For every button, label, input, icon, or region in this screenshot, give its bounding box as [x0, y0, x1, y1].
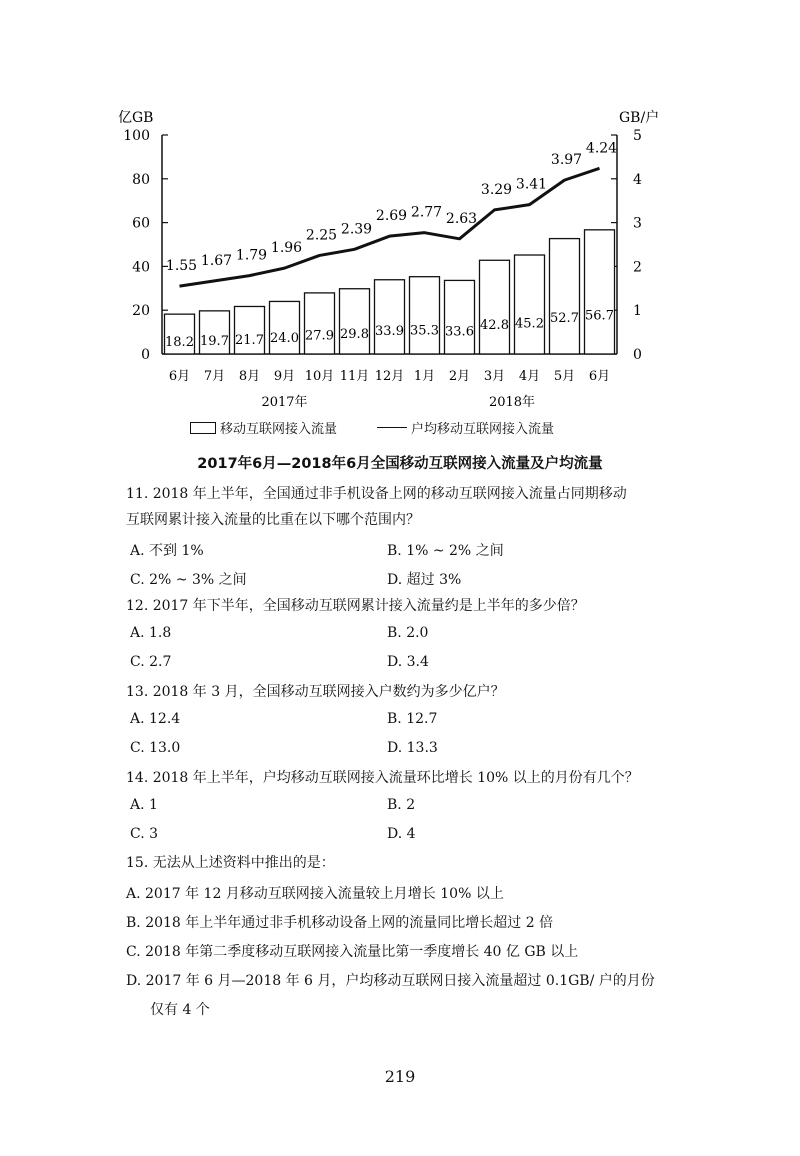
q12-option-b: B. 2.0: [387, 625, 429, 641]
bar: [550, 239, 580, 354]
q15-option-d-line1: D. 2017 年 6 月—2018 年 6 月，户均移动互联网日接入流量超过 0.1GB/ 户的月份: [126, 973, 655, 989]
bar-value-label: 19.7: [200, 334, 229, 350]
category-label: 10月: [304, 369, 335, 384]
right-tick-label: 2: [633, 259, 642, 276]
category-label: 3月: [483, 369, 506, 384]
bar-value-label: 33.6: [445, 324, 474, 340]
line-value-label: 1.96: [270, 240, 303, 257]
legend-line: [377, 418, 554, 437]
q15-stem: 15. 无法从上述资料中推出的是：: [126, 855, 335, 871]
left-tick-label: 60: [132, 215, 150, 232]
q11-option-b: B. 1% ~ 2% 之间: [387, 543, 504, 559]
year-label-2018: 2018年: [488, 395, 536, 410]
q15-option-c: C. 2018 年第二季度移动互联网接入流量比第一季度增长 40 亿 GB 以上: [126, 944, 579, 960]
q15-option-a: A. 2017 年 12 月移动互联网接入流量较上月增长 10% 以上: [126, 886, 504, 902]
bar: [305, 293, 335, 354]
page-number: 219: [384, 1067, 416, 1086]
line-value-label: 1.55: [165, 258, 198, 275]
left-tick-label: 40: [132, 259, 150, 276]
flow-chart: [0, 0, 800, 415]
line-value-label: 1.79: [235, 247, 268, 264]
q12-stem: 12. 2017 年下半年，全国移动互联网累计接入流量约是上半年的多少倍？: [126, 598, 585, 614]
line-value-label: 2.77: [410, 204, 443, 221]
bar: [585, 230, 615, 354]
category-label: 8月: [238, 369, 261, 384]
chart-legend: [190, 418, 554, 437]
category-label: 11月: [339, 369, 370, 384]
category-label: 9月: [273, 369, 296, 384]
q14-option-a: A. 1: [130, 797, 158, 813]
category-label: 6月: [168, 369, 191, 384]
category-label: 2月: [448, 369, 471, 384]
q11-option-a: A. 不到 1%: [130, 543, 204, 559]
q14-stem: 14. 2018 年上半年，户均移动互联网接入流量环比增长 10% 以上的月份有几个？: [126, 770, 639, 786]
left-tick-label: 20: [132, 303, 150, 320]
q12-option-d: D. 3.4: [387, 654, 429, 670]
left-tick-label: 0: [141, 347, 150, 363]
legend-line-swatch: [377, 427, 407, 428]
category-label: 7月: [203, 369, 226, 384]
q15-option-d-line2: 仅有 4 个: [150, 1002, 210, 1018]
line-value-label: 2.63: [445, 210, 478, 227]
q12-option-c: C. 2.7: [130, 654, 172, 670]
legend-bar-swatch: [190, 422, 216, 434]
left-tick-label: 100: [123, 128, 150, 144]
right-tick-label: 0: [633, 347, 642, 363]
bar: [480, 260, 510, 354]
q11-option-d: D. 超过 3%: [387, 572, 462, 588]
bar: [375, 280, 405, 354]
bar-value-label: 27.9: [305, 328, 334, 344]
right-tick-label: 5: [633, 128, 642, 144]
bar-value-label: 56.7: [585, 308, 614, 324]
legend-bar-label: 移动互联网接入流量: [220, 422, 338, 437]
q14-option-d: D. 4: [387, 826, 416, 842]
category-label: 1月: [413, 369, 436, 384]
bar-value-label: 45.2: [515, 316, 544, 332]
bar: [445, 280, 475, 354]
chart-title: 2017年6月—2018年6月全国移动互联网接入流量及户均流量: [197, 456, 603, 472]
bar: [515, 255, 545, 354]
q11-option-c: C. 2% ~ 3% 之间: [130, 572, 247, 588]
bar: [410, 277, 440, 354]
bar-value-label: 52.7: [550, 311, 579, 327]
q11-stem-line1: 11. 2018 年上半年，全国通过非手机设备上网的移动互联网接入流量占同期移动: [126, 486, 627, 502]
category-label: 12月: [374, 369, 405, 384]
bar-value-label: 21.7: [235, 332, 264, 348]
legend-bar: [190, 418, 337, 437]
q14-option-b: B. 2: [387, 797, 416, 813]
right-tick-label: 3: [633, 215, 642, 232]
right-tick-label: 1: [633, 303, 642, 320]
q13-option-c: C. 13.0: [130, 740, 181, 756]
bar-value-label: 18.2: [165, 335, 194, 350]
line-value-label: 2.39: [340, 221, 373, 238]
line-value-label: 1.67: [200, 252, 233, 269]
q13-option-d: D. 13.3: [387, 740, 438, 756]
q15-option-b: B. 2018 年上半年通过非手机移动设备上网的流量同比增长超过 2 倍: [126, 915, 554, 931]
q13-option-a: A. 12.4: [130, 711, 181, 727]
bar-value-label: 33.9: [375, 324, 404, 340]
category-label: 5月: [553, 369, 576, 384]
legend-line-label: 户均移动互联网接入流量: [411, 422, 555, 437]
bar-value-label: 29.8: [340, 327, 369, 343]
line-value-label: 4.24: [585, 140, 618, 157]
right-tick-label: 4: [633, 171, 642, 188]
line-value-label: 2.25: [305, 227, 338, 244]
right-axis-label: GB/户: [619, 110, 660, 126]
left-axis-label: 亿GB: [118, 110, 154, 126]
line-value-label: 3.97: [550, 152, 583, 169]
q14-option-c: C. 3: [130, 826, 159, 842]
left-tick-label: 80: [132, 171, 150, 188]
q13-stem: 13. 2018 年 3 月，全国移动互联网接入户数约为多少亿户？: [126, 684, 505, 700]
category-label: 6月: [588, 369, 611, 384]
line-value-label: 3.29: [480, 181, 513, 198]
q13-option-b: B. 12.7: [387, 711, 438, 727]
bar-value-label: 35.3: [410, 323, 439, 339]
bar: [340, 289, 370, 354]
line-value-label: 3.41: [515, 176, 548, 193]
q12-option-a: A. 1.8: [130, 625, 172, 641]
year-label-2017: 2017年: [261, 395, 308, 410]
category-label: 4月: [518, 369, 541, 384]
line-value-label: 2.69: [375, 208, 408, 225]
bar-value-label: 42.8: [480, 318, 509, 334]
bar-value-label: 24.0: [270, 331, 299, 347]
q11-stem-line2: 互联网累计接入流量的比重在以下哪个范围内？: [126, 512, 420, 528]
